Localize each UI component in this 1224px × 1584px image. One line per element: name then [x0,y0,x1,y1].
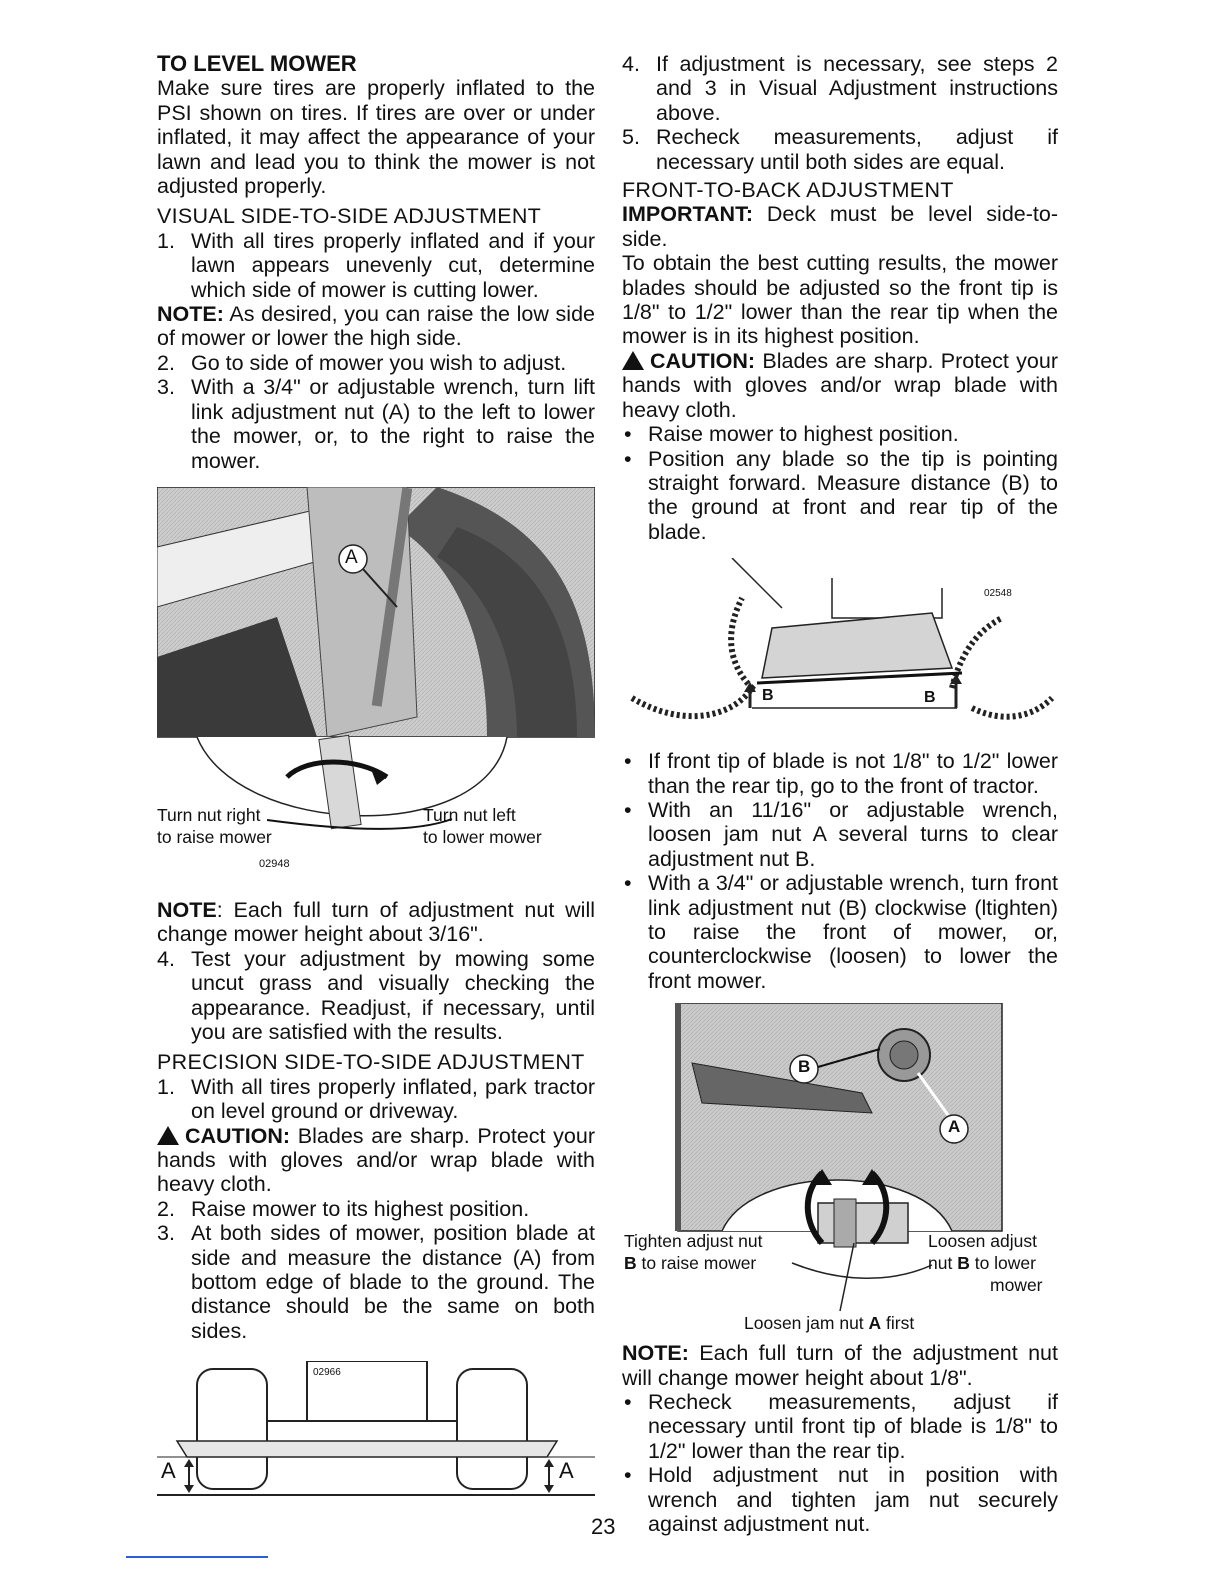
bullet-front-tip-check [622,749,1058,798]
turn-left-line-2: to lower mower [423,826,542,847]
tighten-line-1: Tighten adjust nut [624,1231,763,1252]
footer-link-underline [126,1556,268,1558]
jam-text-a: Loosen jam nut [744,1313,869,1334]
distance-b-rear: B [924,689,936,707]
bullet-marker: • [624,1390,632,1414]
bullet-marker: • [624,422,632,447]
warning-icon [622,351,644,370]
note-label: NOTE [157,897,217,922]
step-number: 1. [157,228,175,253]
front-view-illustration [157,1361,595,1511]
bullet-text: With a 3/4" or adjustable wrench, turn front link adjustment nut (B) clockwise (ltighten) to raise the front of mower, or, counterclockwise (loosen) to lower the front mower. [648,871,1058,993]
step-number: 4. [157,946,175,971]
step-number: 2. [157,350,175,375]
loosen-line-2 [928,1253,1036,1273]
lift-link-figure [157,487,595,892]
jam-nut-caption [744,1313,914,1333]
note-eighth-inch [622,1341,1058,1390]
step-text: Test your adjustment by mowing some uncut grass and visually checking the appearance. Readjust, if necessary, until you are satisfied with the results. [191,946,595,1044]
bullet-marker: • [624,871,632,896]
intro-paragraph: Make sure tires are properly inflated to the PSI shown on tires. If tires are over or under inflated, it may affect the appearance of your lawn and lead you to think the mower is not adjusted properly. [157,76,595,199]
visual-step-3 [157,375,595,473]
caution-label: CAUTION: [650,348,756,373]
jam-nut-a: A [868,1313,882,1334]
turn-left-line-1: Turn nut left [423,804,516,825]
loosen-line-3: mower [990,1275,1043,1296]
note-text: Each full turn of the adjustment nut will change mower height about 1/8". [622,1341,1058,1390]
step-text: Raise mower to its highest position. [191,1196,530,1221]
loosen-text-a: nut [928,1253,958,1274]
bullet-text: Recheck measurements, adjust if necessary until front tip of blade is 1/8" to 1/2" lower than the rear tip. [648,1390,1058,1463]
tighten-line-2 [624,1253,756,1273]
figure-code: 02966 [313,1367,341,1379]
step-text: If adjustment is necessary, see steps 2 and 3 in Visual Adjustment instructions above. [656,52,1058,125]
loosen-line-1: Loosen adjust [928,1231,1037,1252]
precision-step-4 [622,52,1058,125]
bullet-text: If front tip of blade is not 1/8" to 1/2" lower than the rear tip, go to the front of tractor. [648,749,1058,798]
warning-icon [157,1126,179,1145]
caution-text: Blades are sharp. Protect your hands with gloves and/or wrap blade with heavy cloth. [157,1123,595,1197]
precision-step-5 [622,125,1058,174]
caution-left [157,1124,595,1197]
step-text: At both sides of mower, position blade at side and measure the distance (A) from bottom edge of blade to the ground. The distance should be the same on both sides. [191,1221,595,1343]
note-label: NOTE: [622,1341,689,1366]
important-text: Deck must be level side-to-side. [622,202,1058,251]
note-full-turn [157,898,595,947]
front-link-figure [622,1003,1058,1335]
page-number: 23 [591,1514,616,1539]
step-number: 5. [622,125,640,150]
note-label: NOTE: [157,302,224,327]
turn-right-line-2: to raise mower [157,826,272,847]
bullet-turn-front-link [622,871,1058,993]
bullet-marker: • [624,797,632,822]
obtain-paragraph: To obtain the best cutting results, the mower blades should be adjusted so the front tip is 1/8" to 1/2" lower than the rear tip when the mower is in its highest position. [622,251,1058,349]
bullet-marker: • [624,446,632,471]
left-column [157,52,595,1517]
important-note [622,202,1058,251]
step-text: Recheck measurements, adjust if necessary until both sides are equal. [656,125,1058,174]
note-text: : Each full turn of adjustment nut will change mower height about 3/16". [157,897,595,947]
heading-to-level-mower: TO LEVEL MOWER [157,51,357,76]
bullet-marker: • [624,1463,632,1488]
bullet-position-blade [622,447,1058,545]
bullet-text: Raise mower to highest position. [648,422,959,447]
step-number: 1. [157,1074,175,1099]
bullet-recheck [622,1390,1058,1463]
loosen-text-c: to lower [969,1253,1036,1274]
tighten-text: to raise mower [636,1253,757,1274]
distance-b-front: B [762,687,774,705]
precision-step-3 [157,1221,595,1343]
distance-a-right: A [559,1458,574,1484]
precision-step-2 [157,1197,595,1221]
jam-text-c: first [881,1313,915,1334]
step-text: With all tires properly inflated, park tractor on level ground or driveway. [191,1074,595,1124]
figure-code: 02948 [259,857,290,870]
callout-b-label: B [798,1057,811,1077]
loosen-nut-b: B [957,1253,970,1274]
visual-adjustment-title: VISUAL SIDE-TO-SIDE ADJUSTMENT [157,204,542,229]
note-low-side [157,302,595,351]
bullet-hold-nut [622,1463,1058,1536]
precision-step-1 [157,1075,595,1124]
step-text: With a 3/4" or adjustable wrench, turn lift link adjustment nut (A) to the left to lower the mower, or, to the right to raise the mower. [191,375,595,473]
bullet-raise [622,422,1058,446]
turn-right-line-1: Turn nut right [157,804,261,825]
step-number: 4. [622,52,640,76]
step-text: Go to side of mower you wish to adjust. [191,350,567,375]
step-number: 3. [157,1221,175,1246]
step-number: 2. [157,1196,175,1221]
visual-step-2 [157,351,595,375]
visual-step-4 [157,947,595,1045]
right-column [622,52,1058,1536]
front-view-figure [157,1361,595,1511]
bullet-text: With an 11/16" or adjustable wrench, loosen jam nut A several turns to clear adjustment nut B. [648,797,1058,871]
bullet-loosen-jam-nut [622,798,1058,871]
note-text: As desired, you can raise the low side of mower or lower the high side. [157,302,595,351]
caution-text: Blades are sharp. Protect your hands with gloves and/or wrap blade with heavy cloth. [622,348,1058,422]
visual-step-1 [157,229,595,302]
caution-right [622,349,1058,422]
front-to-back-title: FRONT-TO-BACK ADJUSTMENT [622,178,954,203]
bullet-text: Position any blade so the tip is pointing straight forward. Measure distance (B) to the ground at front and rear tip of the blade. [648,446,1058,544]
caution-label: CAUTION: [185,1123,291,1148]
step-number: 3. [157,375,175,400]
figure-code: 02548 [984,588,1012,600]
bullet-text: Hold adjustment nut in position with wrench and tighten jam nut securely against adjustment nut. [648,1463,1058,1537]
bullet-marker: • [624,749,632,774]
tighten-nut-b: B [624,1253,637,1274]
precision-adjustment-title: PRECISION SIDE-TO-SIDE ADJUSTMENT [157,1050,585,1075]
side-view-figure [622,558,1058,743]
distance-a-left: A [161,1458,176,1484]
important-label: IMPORTANT: [622,202,753,227]
step-text: With all tires properly inflated and if your lawn appears unevenly cut, determine which side of mower is cutting lower. [191,228,595,302]
callout-a-label: A [345,546,358,568]
callout-a-label: A [948,1117,961,1137]
